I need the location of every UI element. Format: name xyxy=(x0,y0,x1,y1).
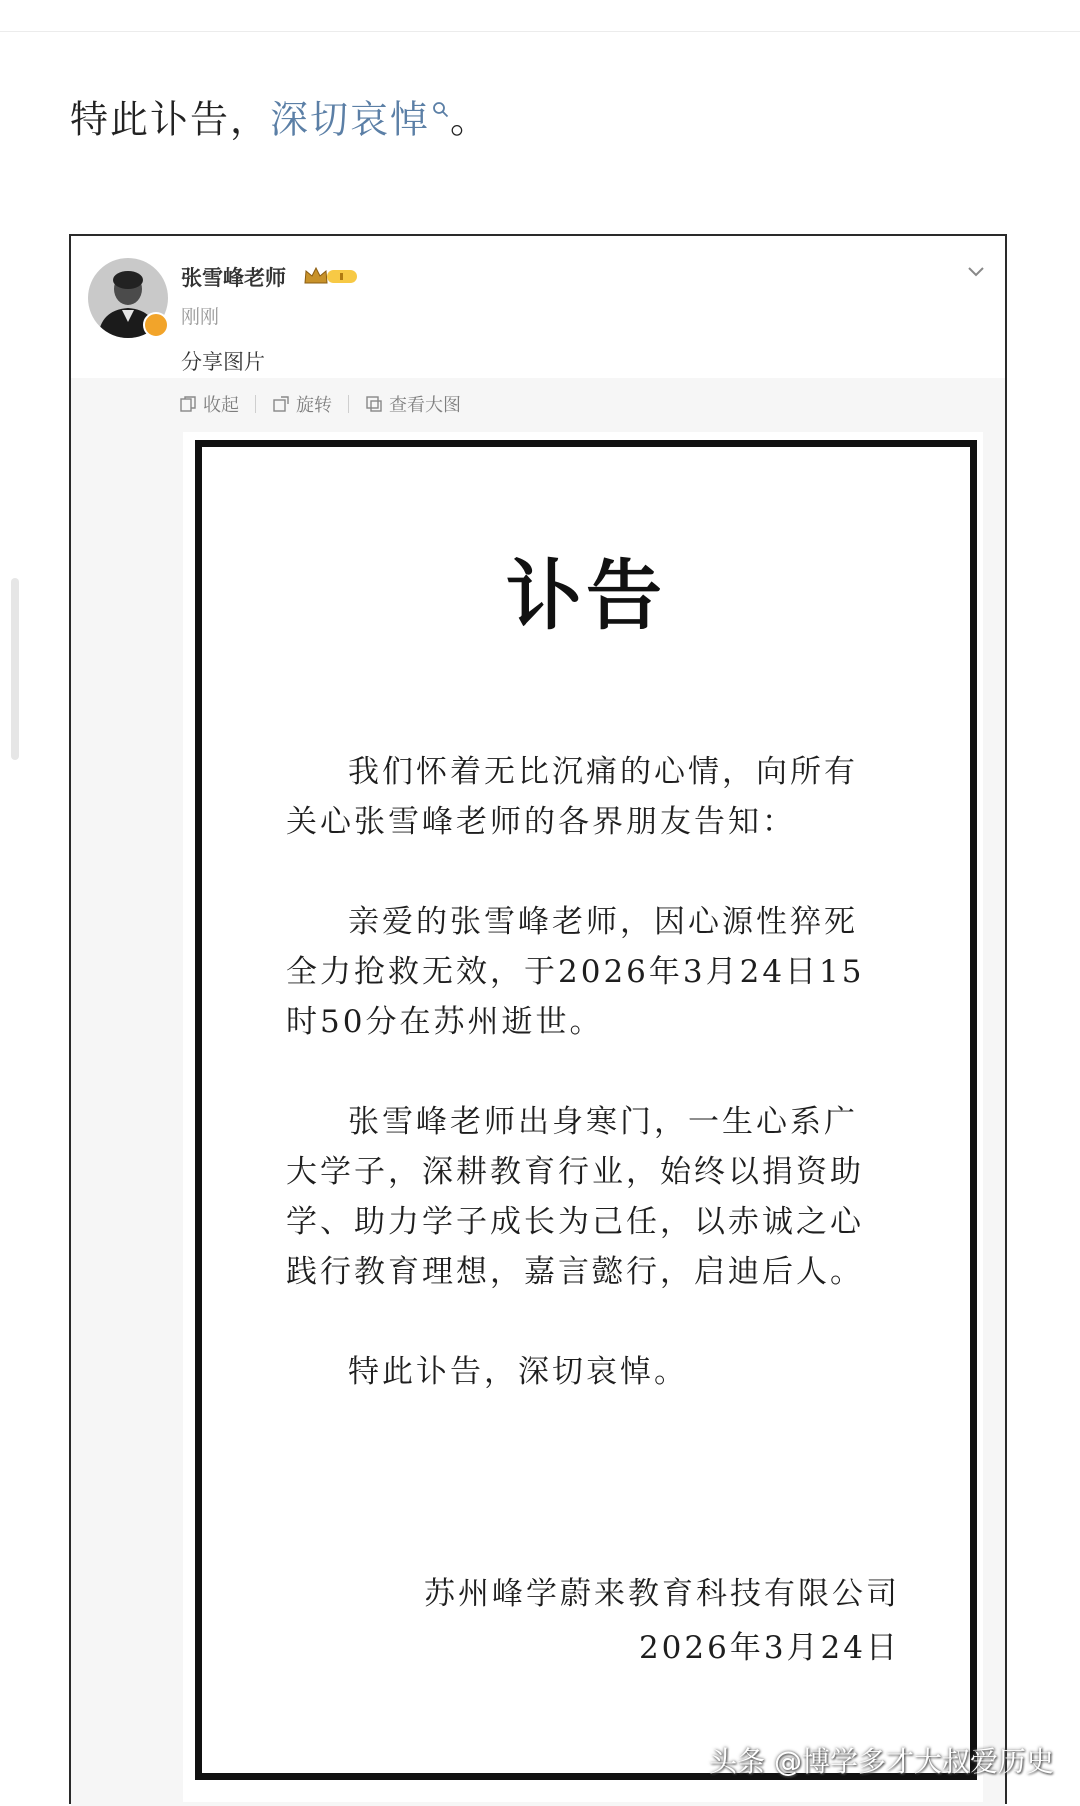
view-large-label: 查看大图 xyxy=(389,395,461,416)
hashtag-link[interactable]: 深切哀悼 xyxy=(270,97,431,142)
post-time: 刚刚 xyxy=(181,306,220,328)
watermark: 头条 @博学多才大叔爱历史 xyxy=(709,1745,1054,1778)
top-divider xyxy=(0,31,1080,32)
collapse-label: 收起 xyxy=(203,395,239,416)
scroll-indicator[interactable] xyxy=(11,578,19,760)
collapse-icon xyxy=(179,395,197,413)
verified-badge-icon xyxy=(143,312,169,338)
obituary-paragraph: 亲爱的张雪峰老师，因心源性猝死全力抢救无效，于2026年3月24日15时50分在苏州逝世。 xyxy=(286,904,865,1040)
obituary-paragraph: 特此讣告，深切哀悼。 xyxy=(348,1354,688,1390)
intro-prefix: 特此讣告， xyxy=(70,97,271,142)
company-name: 苏州峰学蔚来教育科技有限公司 xyxy=(424,1576,900,1612)
rotate-icon xyxy=(272,395,290,413)
rotate-button[interactable] xyxy=(272,391,332,417)
user-name[interactable]: 张雪峰老师 xyxy=(181,266,286,290)
view-large-button[interactable] xyxy=(365,391,461,417)
search-icon[interactable] xyxy=(432,103,450,124)
toolbar-divider xyxy=(255,395,256,413)
obituary-title: 讣告 xyxy=(506,551,666,640)
toolbar-divider xyxy=(348,395,349,413)
intro-line xyxy=(70,88,490,146)
view-large-icon xyxy=(365,395,383,413)
collapse-button[interactable] xyxy=(179,391,239,417)
vip-crown-icon[interactable] xyxy=(303,265,359,287)
chevron-down-icon[interactable] xyxy=(965,260,987,282)
image-preview-box xyxy=(71,378,1005,1806)
obituary-date: 2026年3月24日 xyxy=(638,1630,900,1666)
media-toolbar xyxy=(179,390,461,418)
obituary-image[interactable] xyxy=(183,432,983,1802)
obituary-frame xyxy=(195,440,977,1780)
intro-suffix: 。 xyxy=(450,97,491,142)
obituary-paragraph: 我们怀着无比沉痛的心情，向所有关心张雪峰老师的各界朋友告知： xyxy=(286,754,858,840)
post-text: 分享图片 xyxy=(181,350,265,374)
rotate-label: 旋转 xyxy=(296,395,332,416)
obituary-signature xyxy=(424,1567,900,1675)
obituary-body xyxy=(286,747,882,1447)
obituary-paragraph: 张雪峰老师出身寒门，一生心系广大学子，深耕教育行业，始终以捐资助学、助力学子成长为己任，以赤诚之心践行教育理想，嘉言懿行，启迪后人。 xyxy=(286,1104,864,1290)
weibo-post-card xyxy=(69,234,1007,1804)
